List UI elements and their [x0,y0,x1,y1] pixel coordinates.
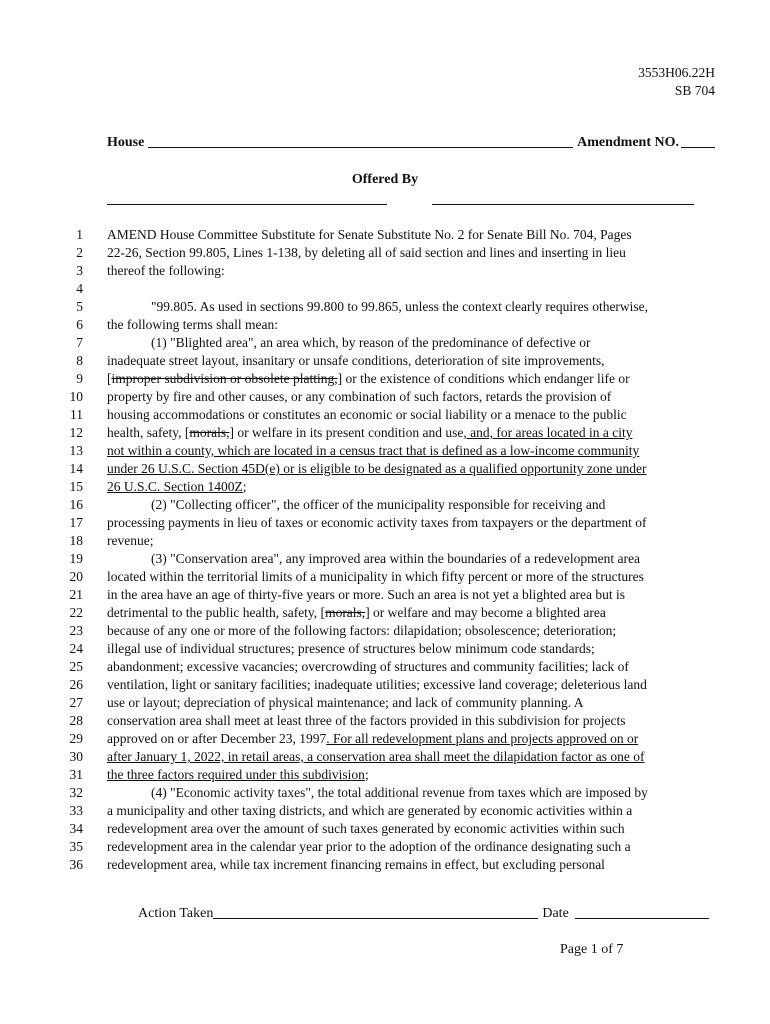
inserted-text: . For all redevelopment plans and projects approved on or [326,731,639,746]
text-segment: detrimental to the public health, safety, [ [107,605,326,620]
line-number: 18 [69,533,83,548]
line-number: 21 [69,587,83,602]
text-line [107,370,630,388]
deleted-text: morals, [189,425,230,440]
line-number: 22 [69,605,83,620]
line-number: 29 [69,731,83,746]
line-number: 2 [76,245,83,260]
line-number: 24 [69,641,83,656]
text-line: illegal use of individual structures; presence of structures below minimum code standards; [107,641,595,656]
text-line: (2) "Collecting officer", the officer of the municipality responsible for receiving and [151,497,606,512]
text-line: redevelopment area, while tax increment financing remains in effect, but excluding personal [107,857,605,872]
line-number: 28 [69,713,83,728]
line-number: 12 [69,425,83,440]
page-number: Page 1 of 7 [560,942,624,957]
text-segment: health, safety, [ [107,425,190,440]
line-number: 14 [69,461,83,476]
line-number: 4 [76,281,83,296]
text-line [107,478,247,496]
line-number: 6 [76,317,83,332]
line-number: 17 [69,515,83,530]
action-taken-blank [213,917,538,919]
line-number: 31 [69,767,83,782]
line-number: 20 [69,569,83,584]
action-taken-row [138,906,709,922]
text-line: abandonment; excessive vacancies; overcrowding of structures and community facilities; lack of [107,659,629,674]
text-segment: ; [364,767,369,782]
deleted-text: morals, [325,605,366,620]
text-line: housing accommodations or constitutes an economic or social liability or a menace to the public [107,407,627,422]
line-number: 34 [69,821,83,836]
inserted-text: 26 U.S.C. Section 1400Z [107,479,243,494]
text-segment: ] or welfare and may become a blighted area [365,605,606,620]
line-number: 7 [76,335,83,350]
text-line: processing payments in lieu of taxes or economic activity taxes from taxpayers or the department of [107,515,647,530]
offered-by-signature-line-2 [432,204,694,205]
text-line: 22-26, Section 99.805, Lines 1-138, by deleting all of said section and lines and inserting in lieu [107,245,626,260]
inserted-text: the three factors required under this subdivision [107,767,365,782]
text-line: (1) "Blighted area", an area which, by reason of the predominance of defective or [151,335,591,350]
text-line: conservation area shall meet at least three of the factors provided in this subdivision for projects [107,713,626,728]
text-line: redevelopment area over the amount of such taxes generated by economic activities within such [107,821,625,836]
text-line: located within the territorial limits of a municipality in which fifty percent or more of the structures [107,569,644,584]
line-number: 5 [76,299,83,314]
deleted-text: improper subdivision or obsolete platting, [111,371,338,386]
text-line: (4) "Economic activity taxes", the total additional revenue from taxes which are imposed by [151,785,648,800]
house-label: House [107,135,145,150]
text-line [107,766,369,784]
date-blank [575,917,709,919]
bracket-open: [ [107,371,112,386]
text-line: (3) "Conservation area", any improved area within the boundaries of a redevelopment area [151,551,640,566]
text-line [107,604,606,622]
text-line: AMEND House Committee Substitute for Senate Substitute No. 2 for Senate Bill No. 704, Pages [107,227,632,242]
text-line: inadequate street layout, insanitary or unsafe conditions, deterioration of site improvements, [107,353,605,368]
text-line: thereof the following: [107,263,225,278]
amendment-label: Amendment NO. [577,135,679,150]
text-line: "99.805. As used in sections 99.800 to 99.865, unless the context clearly requires otherwise, [151,299,649,314]
text-line [107,730,638,748]
line-number: 26 [69,677,83,692]
line-number: 19 [69,551,83,566]
line-number: 1 [76,227,83,242]
line-number: 30 [69,749,83,764]
document-id: 3553H06.22H [638,65,715,80]
line-number: 36 [69,857,83,872]
line-number: 35 [69,839,83,854]
inserted-text-line: not within a county, which are located in a census tract that is defined as a low-income community [107,443,640,458]
inserted-text-line: after January 1, 2022, in retail areas, a conservation area shall meet the dilapidation factor as one of [107,749,645,764]
text-line: the following terms shall mean: [107,317,278,332]
line-number: 25 [69,659,83,674]
text-line: redevelopment area in the calendar year prior to the adoption of the ordinance designating such a [107,839,631,854]
text-segment: ] or welfare in its present condition and use [229,425,464,440]
text-line: revenue; [107,533,154,548]
action-taken-label: Action Taken [138,906,214,921]
line-number: 11 [70,407,83,422]
inserted-text-line: under 26 U.S.C. Section 45D(e) or is eligible to be designated as a qualified opportunity zone under [107,461,647,476]
text-segment: ] or the existence of conditions which endanger life or [337,371,630,386]
offered-by-signature-line-1 [107,204,387,205]
offered-by-label: Offered By [351,172,419,187]
text-line [107,424,632,442]
bill-number: SB 704 [674,83,715,98]
line-number: 32 [69,785,83,800]
text-line: because of any one or more of the following factors: dilapidation; obsolescence; deterioration; [107,623,617,638]
text-segment: approved on or after December 23, 1997 [107,731,327,746]
date-label: Date [542,906,569,921]
house-blank-line [148,146,573,148]
line-number: 15 [69,479,83,494]
text-segment: ; [242,479,247,494]
text-line: in the area have an age of thirty-five years or more. Such an area is not yet a blighted area but is [107,587,626,602]
line-number: 33 [69,803,83,818]
line-number: 16 [69,497,83,512]
line-number: 23 [69,623,83,638]
text-line: a municipality and other taxing districts, and which are generated by economic activities within a [107,803,633,818]
text-line: property by fire and other causes, or any combination of such factors, retards the provision of [107,389,612,404]
text-line: use or layout; depreciation of physical maintenance; and lack of community planning. A [107,695,584,710]
line-number: 9 [76,371,83,386]
line-number: 3 [76,263,83,278]
text-line: ventilation, light or sanitary facilities; inadequate utilities; excessive land coverage; deleterious land [107,677,647,692]
amendment-number-blank [681,147,715,148]
line-number: 13 [69,443,83,458]
line-number: 8 [76,353,83,368]
line-number: 27 [69,695,83,710]
line-number: 10 [69,389,83,404]
inserted-text: , and, for areas located in a city [463,425,633,440]
house-amendment-row [107,135,715,151]
